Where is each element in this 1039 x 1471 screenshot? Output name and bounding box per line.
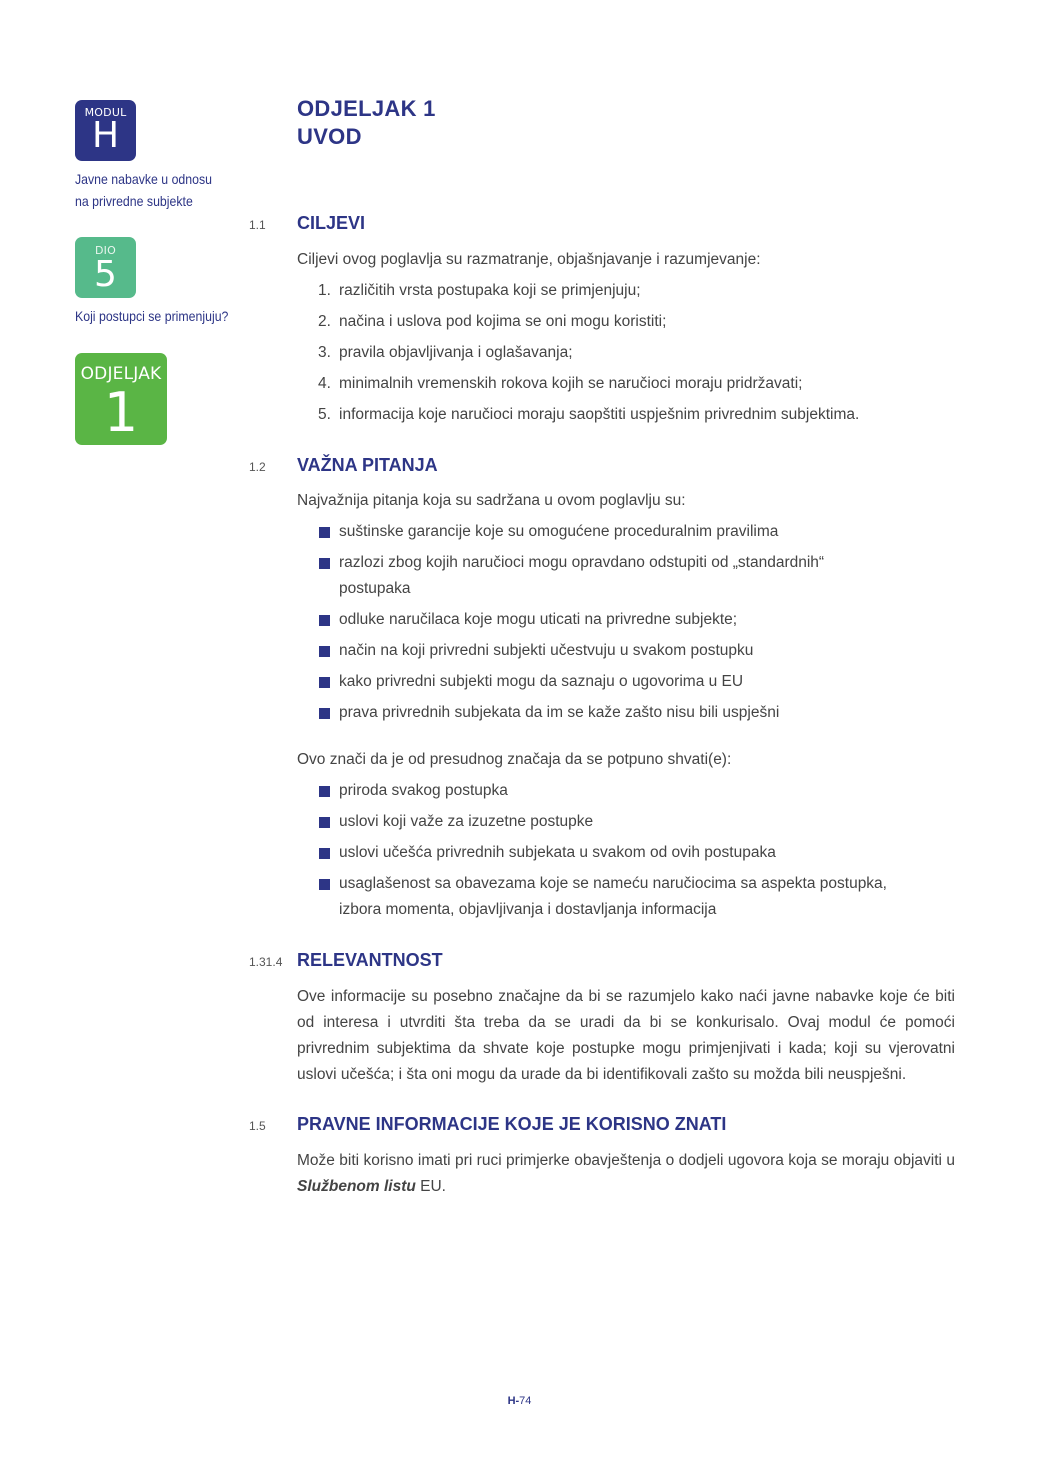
- item-text: prava privrednih subjekata da im se kaže zašto nisu bili uspješni: [339, 704, 780, 721]
- body-emphasis: Službenom listu: [297, 1178, 416, 1195]
- bullet-square-icon: [319, 848, 330, 859]
- list-item: [318, 669, 938, 695]
- section-number-vazna-pitanja: 1.2: [249, 460, 266, 474]
- item-number: 2.: [318, 313, 331, 330]
- bullet-square-icon: [319, 646, 330, 657]
- item-text: uslovi učešća privrednih subjekata u svakom od ovih postupaka: [339, 844, 776, 861]
- section-title-relevantnost: RELEVANTNOST: [297, 950, 443, 970]
- section-number-relevantnost: 1.31.4: [249, 955, 283, 969]
- page-title: [297, 95, 436, 151]
- item-number: 4.: [318, 375, 331, 392]
- item-text: pravila objavljivanja i oglašavanja;: [339, 344, 573, 361]
- page-title-line2: UVOD: [297, 124, 362, 149]
- item-text: usaglašenost sa obavezama koje se nameću naručiocima sa aspekta postupka, izbora momenta, objavljivanja i dostavljanja informacija: [339, 875, 887, 918]
- list-item: [318, 638, 938, 664]
- pravne-informacije-body: [297, 1148, 955, 1200]
- item-text: priroda svakog postupka: [339, 782, 508, 799]
- bullet-square-icon: [319, 817, 330, 828]
- dio-number: 5: [94, 254, 117, 295]
- list-item: [318, 700, 938, 726]
- modul-title-line2: na privredne subjekte: [75, 193, 193, 209]
- bullet-square-icon: [319, 708, 330, 719]
- modul-label: MODUL: [84, 106, 127, 119]
- list-item: [318, 871, 938, 923]
- ciljevi-list: [318, 278, 958, 433]
- item-text: način na koji privredni subjekti učestvuju u svakom postupku: [339, 642, 754, 659]
- list-item: [318, 519, 938, 545]
- item-text: razlozi zbog kojih naručioci mogu opravdano odstupiti od „standardnih“ postupaka: [339, 554, 825, 597]
- item-text: odluke naručilaca koje mogu uticati na privredne subjekte;: [339, 611, 738, 628]
- item-text: uslovi koji važe za izuzetne postupke: [339, 813, 594, 830]
- item-text: načina i uslova pod kojima se oni mogu koristiti;: [339, 313, 667, 330]
- modul-title: [75, 168, 212, 212]
- odjeljak-label: ODJELJAK: [80, 364, 162, 384]
- vazna-pitanja-list: [318, 519, 938, 731]
- modul-badge: [75, 100, 136, 161]
- list-item: [318, 550, 938, 602]
- section-number-pravne-informacije: 1.5: [249, 1119, 266, 1133]
- modul-letter: H: [91, 115, 120, 156]
- bullet-square-icon: [319, 615, 330, 626]
- relevantnost-body: Ove informacije su posebno značajne da bi se razumjelo kako naći javne nabavke koje će biti od interesa i utvrditi šta treba da se uradi da bi se konkurisalo. Ovaj modul će pomoći privrednim subjektima da shvate koje postupke mogu primjenjivati i kada; koji su vjerovatni uslovi učešća; i šta oni mogu da urade da bi identifikovali zašto su možda bili neuspješni.: [297, 988, 955, 1083]
- bullet-square-icon: [319, 879, 330, 890]
- ciljevi-intro: Ciljevi ovog poglavlja su razmatranje, objašnjavanje i razumjevanje:: [297, 251, 761, 268]
- odjeljak-badge: [75, 353, 167, 445]
- page-number: 74: [519, 1395, 532, 1407]
- list-item: [318, 402, 958, 433]
- section-number-ciljevi: 1.1: [249, 218, 266, 232]
- bullet-square-icon: [319, 786, 330, 797]
- list-item: [318, 309, 958, 340]
- list-item: [318, 607, 938, 633]
- list-item: [318, 278, 958, 309]
- bullet-square-icon: [319, 527, 330, 538]
- list-item: [318, 840, 938, 866]
- list-item: [318, 371, 958, 402]
- list-item: [318, 778, 938, 804]
- item-number: 5.: [318, 406, 331, 423]
- section-title-ciljevi: CILJEVI: [297, 213, 366, 233]
- section-title-pravne-informacije: PRAVNE INFORMACIJE KOJE JE KORISNO ZNATI: [297, 1114, 727, 1134]
- body-text-before: Može biti korisno imati pri ruci primjerke obavještenja o dodjeli ugovora koja se moraju objaviti u: [297, 1152, 955, 1169]
- body-text-after: EU.: [415, 1178, 446, 1195]
- section-title-vazna-pitanja: VAŽNA PITANJA: [297, 455, 438, 475]
- bullet-square-icon: [319, 558, 330, 569]
- item-text: minimalnih vremenskih rokova kojih se naručioci moraju pridržavati;: [339, 375, 803, 392]
- page-prefix: H-: [507, 1395, 520, 1407]
- item-text: informacija koje naručioci moraju saopštiti uspješnim privrednim subjektima.: [339, 406, 860, 423]
- item-number: 1.: [318, 282, 331, 299]
- vazna-pitanja-list2: [318, 778, 938, 928]
- modul-title-line1: Javne nabavke u odnosu: [75, 171, 213, 187]
- vazna-pitanja-intro: Najvažnija pitanja koja su sadržana u ovom poglavlju su:: [297, 492, 686, 509]
- bullet-square-icon: [319, 677, 330, 688]
- list-item: [318, 809, 938, 835]
- item-text: suštinske garancije koje su omogućene proceduralnim pravilima: [339, 523, 779, 540]
- item-text: kako privredni subjekti mogu da saznaju o ugovorima u EU: [339, 673, 744, 690]
- page-title-line1: ODJELJAK 1: [297, 96, 436, 121]
- dio-label: DIO: [95, 244, 116, 257]
- list-item: [318, 340, 958, 371]
- item-number: 3.: [318, 344, 331, 361]
- page-footer: [0, 1395, 1039, 1407]
- dio-title: Koji postupci se primenjuju?: [75, 308, 229, 324]
- odjeljak-number: 1: [103, 381, 139, 444]
- item-text: različitih vrsta postupaka koji se primjenjuju;: [339, 282, 641, 299]
- dio-badge: [75, 237, 136, 298]
- vazna-pitanja-intro2: Ovo znači da je od presudnog značaja da se potpuno shvati(e):: [297, 751, 732, 768]
